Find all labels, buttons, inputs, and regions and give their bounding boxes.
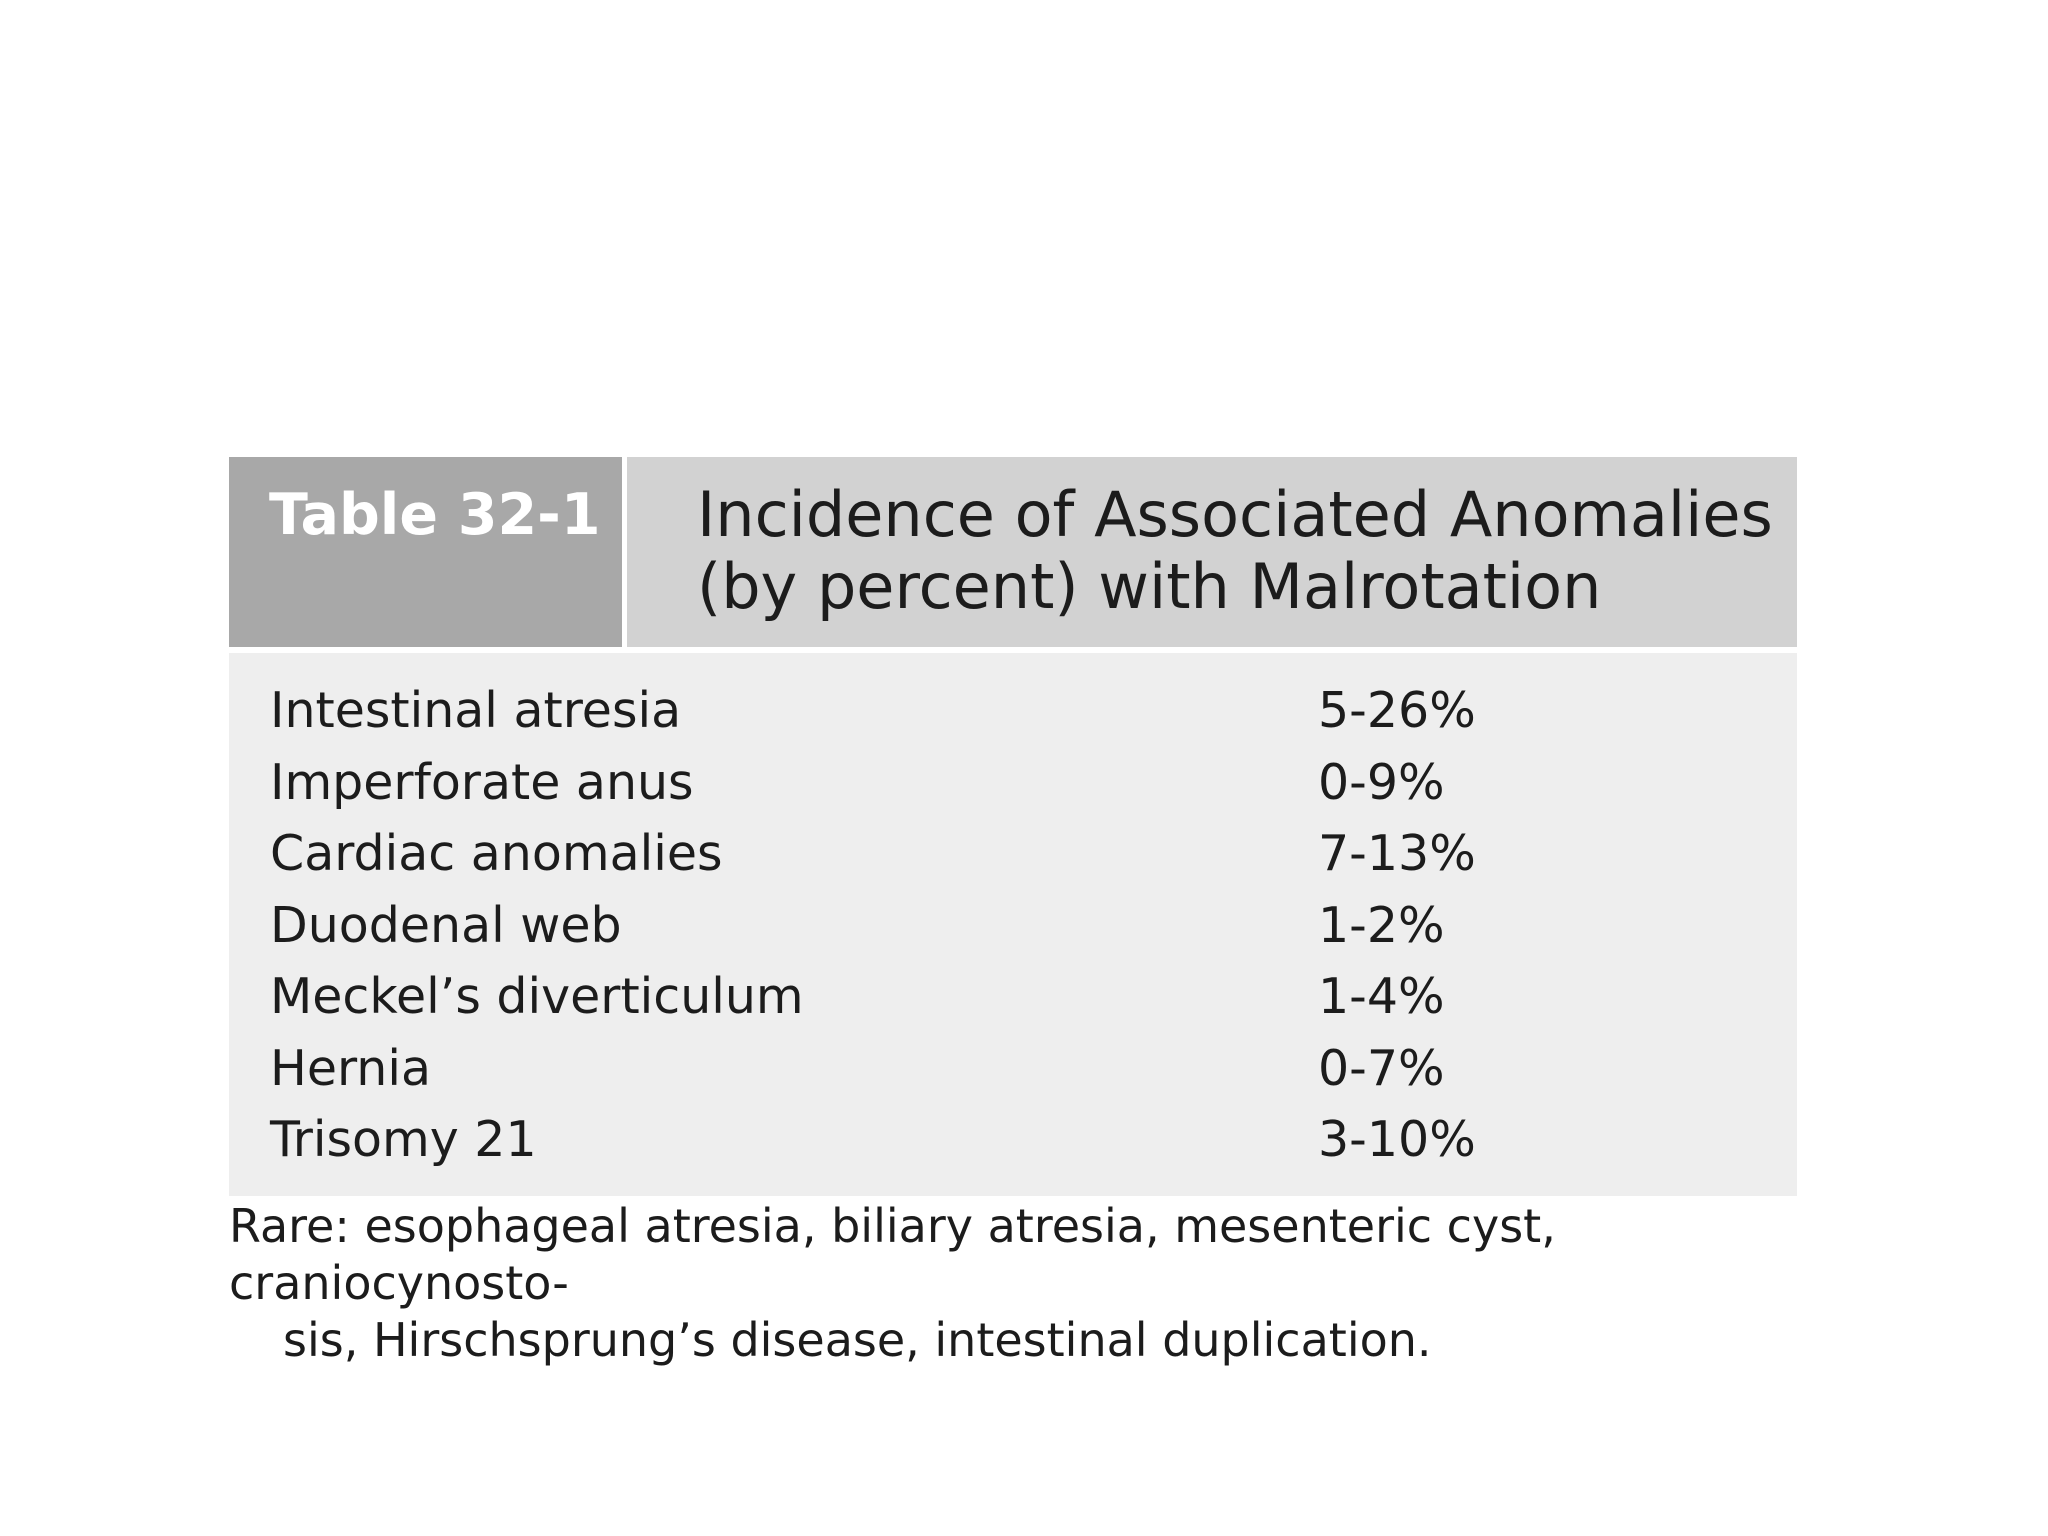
row-anomaly-name: Cardiac anomalies — [270, 825, 723, 883]
table-row — [229, 890, 1797, 962]
table-row — [229, 818, 1797, 890]
data-table — [229, 457, 1797, 1196]
row-anomaly-name: Meckel’s diverticulum — [270, 968, 804, 1026]
table-row — [229, 961, 1797, 1033]
row-incidence-value: 7-13% — [1318, 825, 1476, 883]
row-anomaly-name: Hernia — [270, 1039, 431, 1097]
row-anomaly-name: Intestinal atresia — [270, 682, 682, 740]
table-title — [627, 457, 1797, 647]
table-row — [229, 1104, 1797, 1176]
table-row — [229, 1033, 1797, 1105]
table-body — [229, 653, 1797, 1196]
table-title-line-2: (by percent) with Malrotation — [697, 550, 1602, 623]
table-title-line-1: Incidence of Associated Anomalies — [697, 478, 1773, 551]
table-footnote — [229, 1198, 1809, 1369]
table-number-label: Table 32-1 — [229, 457, 622, 647]
footnote-line-2: sis, Hirschsprung’s disease, intestinal duplication. — [283, 1313, 1432, 1367]
row-anomaly-name: Imperforate anus — [270, 753, 694, 811]
row-incidence-value: 0-9% — [1318, 753, 1445, 811]
row-anomaly-name: Duodenal web — [270, 896, 622, 954]
table-header — [229, 457, 1797, 647]
table-row — [229, 675, 1797, 747]
table-row — [229, 747, 1797, 819]
row-incidence-value: 0-7% — [1318, 1039, 1445, 1097]
row-anomaly-name: Trisomy 21 — [270, 1111, 537, 1169]
row-incidence-value: 3-10% — [1318, 1111, 1476, 1169]
row-incidence-value: 1-2% — [1318, 896, 1445, 954]
footnote-line-1: Rare: esophageal atresia, biliary atresia, mesenteric cyst, craniocynosto- — [229, 1199, 1556, 1310]
row-incidence-value: 5-26% — [1318, 682, 1476, 740]
row-incidence-value: 1-4% — [1318, 968, 1445, 1026]
